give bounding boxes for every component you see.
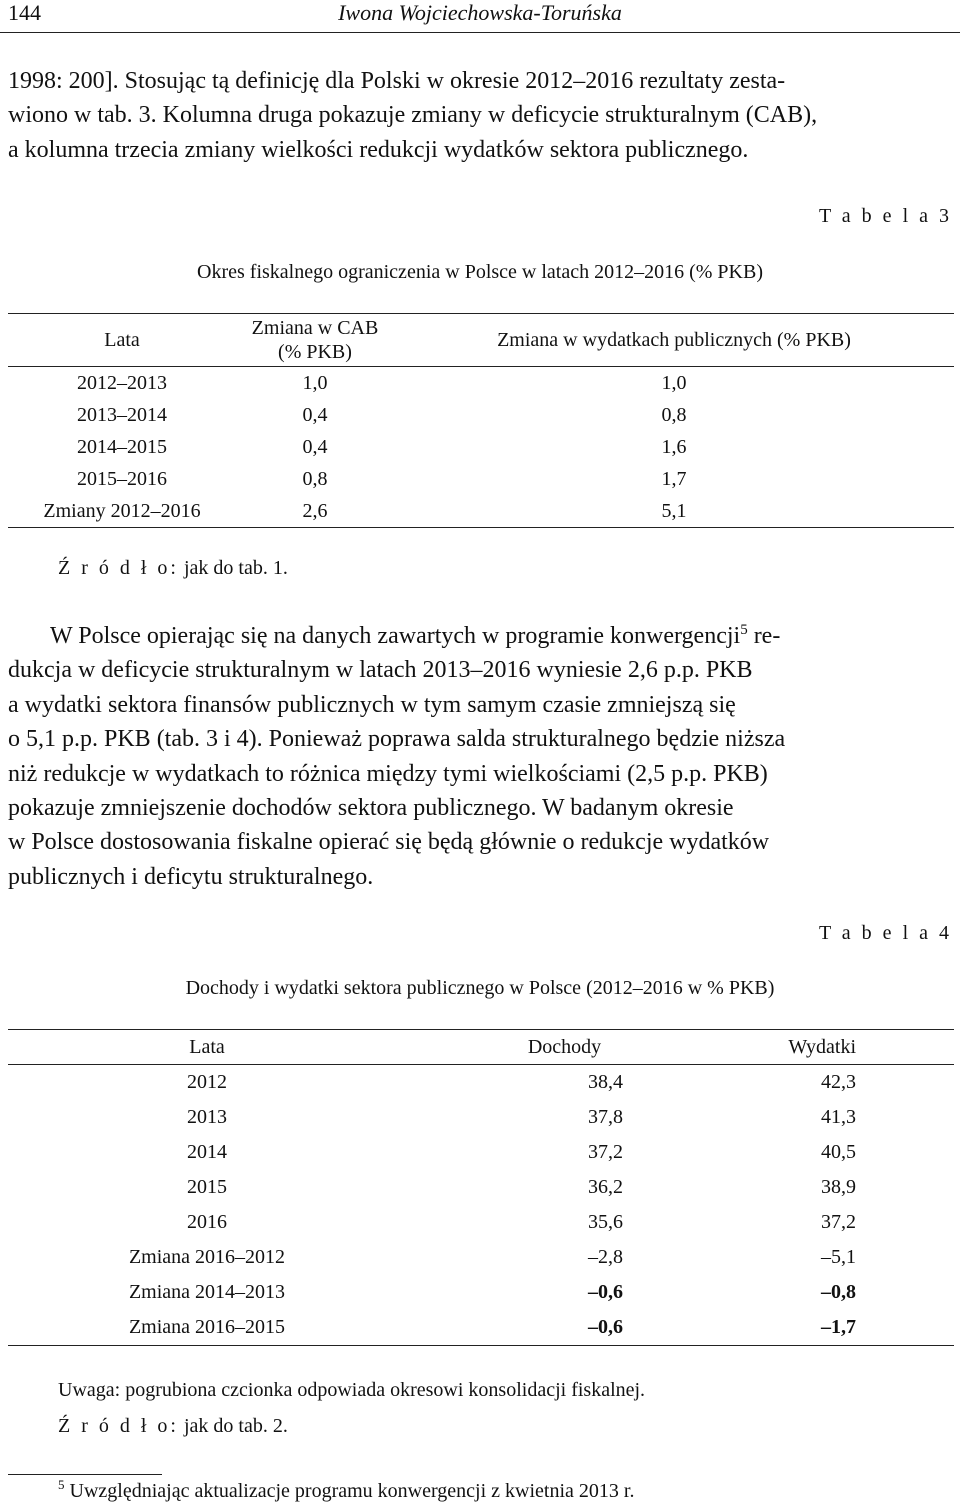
cell-year: 2015 (187, 1176, 227, 1198)
cell-value: –5,1 (821, 1246, 856, 1268)
cell-value-bold: –0,6 (588, 1281, 623, 1303)
table4-note: Uwaga: pogrubiona czcionka odpowiada okresowi konsolidacji fiskalnej. (58, 1379, 646, 1401)
cell-value: 42,3 (821, 1071, 856, 1093)
cell-period: Zmiana 2016–2012 (128, 1246, 286, 1268)
column-header-line: (% PKB) (278, 341, 352, 363)
footnote-marker: 5 (58, 1477, 65, 1493)
cell-period: 2012–2013 (77, 372, 167, 394)
cell-value: –2,8 (588, 1246, 623, 1268)
cell-period: Zmiany 2012–2016 (43, 500, 201, 522)
cell-period: 2013–2014 (77, 404, 167, 426)
column-header: Dochody (406, 1030, 623, 1065)
table-row (8, 1170, 954, 1205)
table-header-row (8, 314, 954, 367)
footnote-text: Uwzględniając aktualizacje programu konwergencji z kwietnia 2013 r. (64, 1480, 635, 1502)
cell-value: 0,4 (302, 404, 328, 426)
cell-value: 41,3 (821, 1106, 856, 1128)
table4-title: Dochody i wydatki sektora publicznego w Polsce (2012–2016 w % PKB) (185, 977, 775, 999)
paragraph-line: dukcja w deficycie strukturalnym w latach 2013–2016 wyniesie 2,6 p.p. PKB (8, 657, 753, 684)
paragraph-text: W Polsce opierając się na danych zawartych w programie konwergencji (50, 623, 741, 649)
column-header: Zmiana w wydatkach publicznych (% PKB) (394, 314, 954, 367)
cell-value: 37,2 (588, 1141, 623, 1163)
cell-value: 1,0 (661, 372, 687, 394)
cell-period: 2015–2016 (77, 468, 167, 490)
cell-value: 2,6 (302, 500, 328, 522)
table-row (8, 367, 954, 400)
paragraph-line (8, 619, 954, 653)
table-header-row (8, 1030, 954, 1065)
cell-value: 35,6 (588, 1211, 623, 1233)
paragraph-text: re- (747, 623, 781, 649)
cell-year: 2014 (187, 1141, 227, 1163)
table-row (8, 431, 954, 463)
cell-year: 2016 (187, 1211, 227, 1233)
cell-value: 37,2 (821, 1211, 856, 1233)
intro-paragraph (8, 64, 954, 167)
table-row (8, 1065, 954, 1101)
table-row (8, 463, 954, 495)
table4 (8, 1029, 954, 1346)
column-header-line: Zmiana w CAB (251, 317, 379, 339)
cell-value: 0,4 (302, 436, 328, 458)
source-label: Ź r ó d ł o: (58, 557, 179, 579)
table-row (8, 1205, 954, 1240)
intro-line: 1998: 200]. Stosując tą definicję dla Polski w okresie 2012–2016 rezultaty zesta- (8, 68, 786, 94)
cell-period: Zmiana 2014–2013 (128, 1281, 286, 1303)
cell-period: Zmiana 2016–2015 (128, 1316, 286, 1338)
table-row (8, 1100, 954, 1135)
cell-value: 40,5 (821, 1141, 856, 1163)
cell-value: 0,8 (661, 404, 687, 426)
table-row (8, 1240, 954, 1275)
column-header: Lata (8, 1030, 406, 1065)
column-header: Wydatki (623, 1030, 954, 1065)
table-row (8, 399, 954, 431)
cell-value: 36,2 (588, 1176, 623, 1198)
cell-value-bold: –0,6 (588, 1316, 623, 1338)
cell-value: 1,6 (661, 436, 687, 458)
cell-value-bold: –0,8 (821, 1281, 856, 1303)
page-number: 144 (8, 0, 41, 25)
footnote-divider (8, 1474, 162, 1475)
table3 (8, 313, 954, 528)
intro-line: a kolumna trzecia zmiany wielkości redukcji wydatków sektora publicznego. (8, 136, 749, 163)
table-row (8, 1275, 954, 1310)
table3-label: T a b e l a 3 (818, 205, 952, 227)
paragraph-line: niż redukcje w wydatkach to różnica między tymi wielkościami (2,5 p.p. PKB) (8, 760, 768, 787)
cell-value: 38,4 (588, 1071, 623, 1093)
cell-value: 5,1 (661, 500, 687, 522)
cell-year: 2013 (187, 1106, 227, 1128)
column-header: Lata (8, 314, 236, 367)
table4-label: T a b e l a 4 (818, 922, 952, 944)
cell-value: 0,8 (302, 468, 328, 490)
paragraph-line: o 5,1 p.p. PKB (tab. 3 i 4). Ponieważ poprawa salda strukturalnego będzie niższa (8, 726, 786, 753)
paragraph-line: a wydatki sektora finansów publicznych w tym samym czasie zmniejszą się (8, 691, 736, 718)
cell-value: 38,9 (821, 1176, 856, 1198)
table-row (8, 1310, 954, 1346)
footnote-ref: 5 (740, 622, 748, 638)
source-text: jak do tab. 1. (179, 557, 288, 579)
paragraph-line: publicznych i deficytu strukturalnego. (8, 863, 374, 890)
column-header (236, 314, 394, 367)
table-row (8, 1135, 954, 1170)
source-label: Ź r ó d ł o: (58, 1415, 179, 1437)
table3-title: Okres fiskalnego ograniczenia w Polsce w latach 2012–2016 (% PKB) (197, 261, 763, 283)
cell-year: 2012 (187, 1071, 227, 1093)
cell-value: 1,0 (302, 372, 328, 394)
running-header (0, 0, 960, 33)
paragraph-line: pokazuje zmniejszenie dochodów sektora publicznego. W badanym okresie (8, 795, 734, 822)
running-title: Iwona Wojciechowska-Toruńska (338, 0, 622, 25)
paragraph-line: w Polsce dostosowania fiskalne opierać się będą głównie o redukcje wydatków (8, 829, 770, 856)
cell-value: 1,7 (661, 468, 687, 490)
table4-source (58, 1415, 288, 1438)
table3-source (58, 557, 288, 580)
cell-period: 2014–2015 (77, 436, 167, 458)
source-text: jak do tab. 2. (179, 1415, 288, 1437)
cell-value-bold: –1,7 (821, 1316, 856, 1338)
table-row (8, 495, 954, 528)
body-paragraph (8, 619, 954, 894)
intro-line: wiono w tab. 3. Kolumna druga pokazuje zmiany w deficycie strukturalnym (CAB), (8, 102, 818, 129)
footnote (58, 1477, 635, 1503)
cell-value: 37,8 (588, 1106, 623, 1128)
